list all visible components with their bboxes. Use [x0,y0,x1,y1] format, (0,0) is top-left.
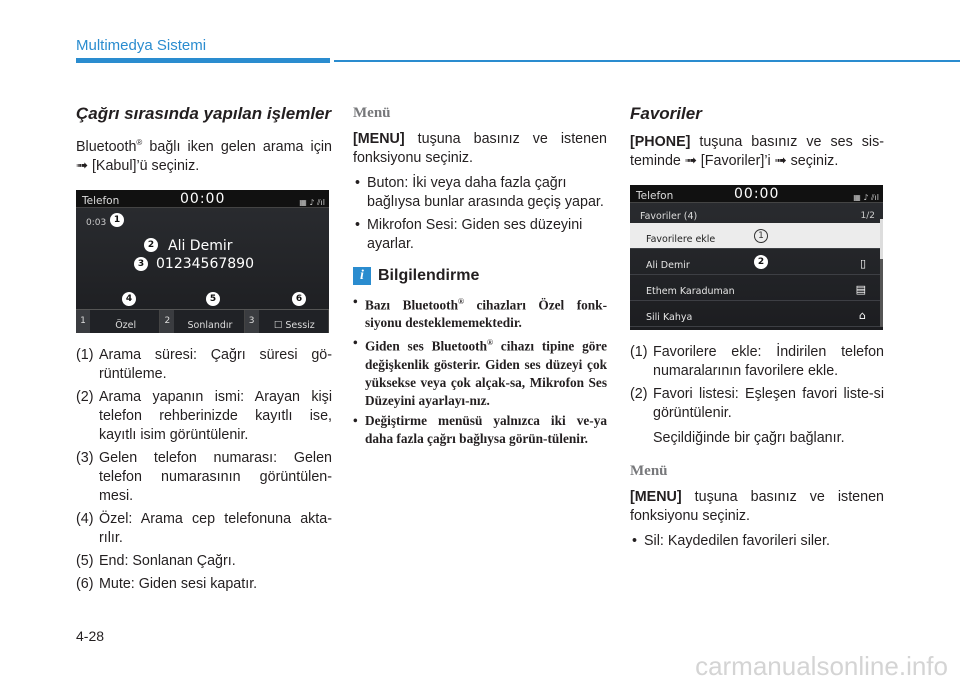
list-item [630,343,884,381]
status-icons: ▦ ♪ ⫽ıl [853,193,879,202]
row-label: Sili Kahya [646,312,693,323]
status-icons: ▦ ♪ ⫽ıl [299,197,325,207]
call-duration: 0:03 [86,217,107,228]
phone-key: [PHONE] [630,134,691,150]
favorite-row[interactable] [630,249,880,275]
item-text: Arama yapanın ismi: Arayan kişi telefon rehberinizde kayıtlı ise, kayıtlı isim görüntülenir. [99,388,332,443]
button-number: 3 [245,310,259,333]
info-list [353,293,607,448]
item-number: (5) [76,552,94,569]
list-item [76,449,332,506]
menu-paragraph [630,488,884,526]
menu-key: [MENU] [353,131,405,147]
callout-5: 5 [206,292,220,306]
info-text-b: cihazları Özel fonk-siyonu desteklememektedir. [365,297,607,331]
header-rule-thin [334,60,960,62]
info-text-b: cihazı tipine göre değişkenlik gösterir. Giden ses düzeyi çok yüksekse veya çok alçak-sa, Mikrofon Ses Düzeyini ayarlayı-nız. [365,338,607,408]
button-label: ☐ Sessiz [273,319,315,331]
button-number: 2 [160,310,174,333]
list-item-continuation: Seçildiğinde bir çağrı bağlanır. [653,430,845,446]
info-heading [353,266,607,285]
callout-1: 1 [754,229,768,243]
item-text: End: Sonlanan Çağrı. [99,552,236,569]
favorites-screen-image [630,185,883,330]
item-number: (2) [630,386,648,402]
item-text: Özel: Arama cep telefonuna akta-rılır. [99,510,332,546]
column-right [630,104,884,555]
item-number: (2) [76,388,94,405]
list-scrollbar[interactable] [880,219,883,327]
page-indicator: 1/2 [860,211,875,221]
item-number: (4) [76,510,94,527]
item-text: Mute: Giden sesi kapatır. [99,575,258,592]
list-item [353,412,607,448]
private-button[interactable] [76,310,160,333]
item-number: (1) [630,344,648,360]
add-favorite-row[interactable] [630,223,880,249]
office-phone-icon: ▤ [855,283,866,296]
favorites-list [630,343,884,448]
row-label: Ali Demir [646,260,690,271]
menu-heading: Menü [353,105,391,121]
call-screen-image [76,190,329,333]
registered-mark: ® [458,297,464,306]
button-label: Özel [115,319,137,331]
item-text: Gelen telefon numarası: Gelen telefon numarasının görüntülen-mesi. [99,449,332,504]
section-title-call-ops: Çağrı sırasında yapılan işlemler [76,104,332,123]
scrollbar-thumb[interactable] [880,219,883,259]
caller-number: 01234567890 [156,255,254,272]
screen-clock: 00:00 [180,190,226,207]
header-rule-thick [76,58,330,63]
list-item [76,510,332,548]
callout-2: 2 [144,238,158,252]
list-item [76,388,332,445]
menu-bullets [630,532,884,551]
home-icon: ⌂ [859,309,866,322]
favorite-row[interactable] [630,301,880,327]
button-label: Sonlandır [187,319,233,331]
menu-bullets [353,174,607,254]
info-title: Bilgilendirme [378,267,480,284]
end-call-button[interactable] [160,310,244,333]
column-middle [353,104,607,450]
list-item [353,334,607,409]
mobile-phone-icon: ▯ [859,257,866,270]
page-number: 4-28 [76,628,105,644]
item-text: Arama süresi: Çağrı süresi gö-rüntüleme. [99,346,332,382]
column-left [76,104,332,598]
watermark: carmanualsonline.info [695,651,948,681]
item-text: Favorilere ekle: İndirilen telefon numaralarının favorilere ekle. [653,344,884,379]
list-item: • Mikrofon Sesi: Giden ses düzeyini ayarlar. [353,216,607,254]
info-text-a: Giden ses Bluetooth [365,338,487,354]
list-item: • Sil: Kaydedilen favorileri siler. [630,532,884,551]
screen-clock: 00:00 [734,186,780,202]
button-number: 1 [76,310,90,333]
favorites-intro [630,133,884,171]
mute-button[interactable] [245,310,329,333]
favorite-row[interactable] [630,275,880,301]
menu-paragraph [353,130,607,168]
call-ops-list [76,346,332,594]
info-text-a: Bazı Bluetooth [365,297,458,313]
list-item [630,385,884,423]
section-title-favorites: Favoriler [630,104,702,123]
registered-mark: ® [136,138,143,147]
row-label: Favorilere ekle [646,234,716,245]
intro-text-b: bağlı iken gelen arama için ➟ [Kabul]’ü seçiniz. [76,138,332,174]
menu-text: tuşuna basınız ve istenen fonksiyonu seçiniz. [630,489,884,524]
item-number: (3) [76,449,94,466]
menu-text: tuşuna basınız ve istenen fonksiyonu seçiniz. [353,131,607,166]
item-number: (6) [76,575,94,592]
list-item [353,293,607,332]
info-icon: i [353,267,371,285]
menu-heading: Menü [630,463,668,479]
list-item: • Buton: İki veya daha fazla çağrı bağlıysa bunlar arasında geçiş yapar. [353,174,607,212]
registered-mark: ® [487,338,493,348]
callout-2: 2 [754,255,768,269]
callout-6: 6 [292,292,306,306]
item-number: (1) [76,346,94,363]
row-label: Ethem Karaduman [646,286,735,297]
list-item [76,552,332,571]
header-title: Multimedya Sistemi [76,37,207,54]
callout-3: 3 [134,257,148,271]
list-title: Favoriler (4) [640,211,698,222]
menu-key: [MENU] [630,489,682,505]
screen-title: Telefon [82,194,120,207]
intro-paragraph [76,133,332,176]
list-item [76,575,332,594]
callout-4: 4 [122,292,136,306]
call-button-row [76,309,329,333]
intro-text: tuşuna basınız ve ses sis-teminde ➟ [Favoriler]’i ➟ seçiniz. [630,134,884,169]
info-text-a: Değiştirme menüsü yalnızca iki ve-ya daha fazla çağrı bağlıysa görün-tülenir. [365,412,607,446]
item-text: Favori listesi: Eşleşen favori liste-si görüntülenir. [653,386,884,421]
list-item [76,346,332,384]
caller-name: Ali Demir [168,237,233,254]
screen-title: Telefon [636,190,674,202]
callout-1: 1 [110,213,124,227]
intro-text-a: Bluetooth [76,138,137,155]
